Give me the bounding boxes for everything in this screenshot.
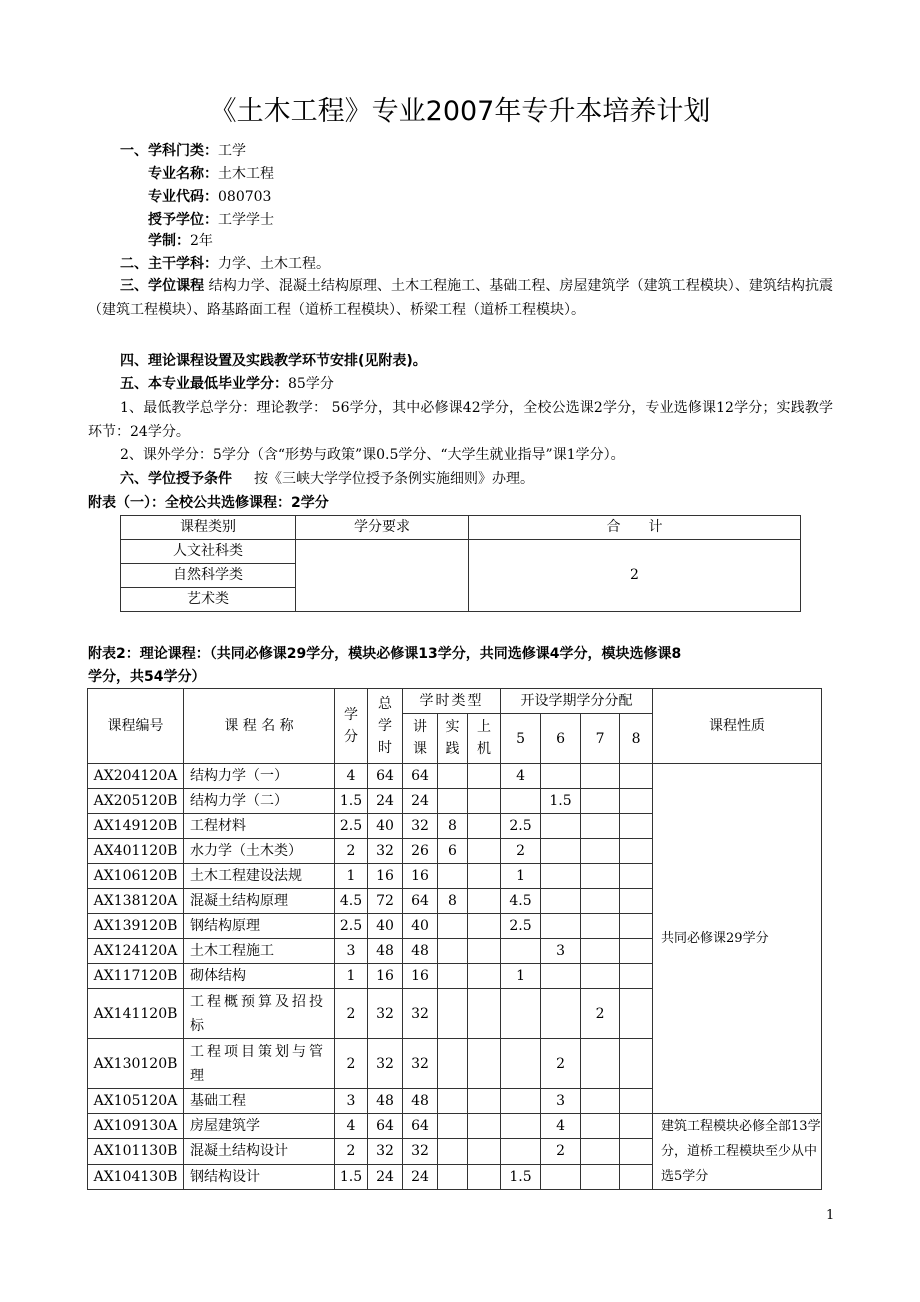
sem-7-credit (581, 864, 620, 889)
course-name: 房屋建筑学 (184, 1114, 335, 1139)
sem-8-credit (620, 789, 653, 814)
category-cell: 艺术类 (121, 588, 296, 612)
course-practice-hours: 8 (438, 814, 468, 839)
course-computer-hours (468, 789, 501, 814)
course-total-hours: 24 (368, 1164, 403, 1189)
course-lecture-hours: 40 (403, 914, 438, 939)
sem-7-credit (581, 1114, 620, 1139)
course-credit: 4 (335, 1114, 368, 1139)
course-credit: 4 (335, 764, 368, 789)
sem-7-credit (581, 914, 620, 939)
header-total-hours-text: 总学时 (378, 695, 392, 756)
course-code: AX105120A (88, 1089, 184, 1114)
sem-8-credit (620, 1114, 653, 1139)
course-nature-cell: 共同必修课29学分 (653, 764, 822, 1114)
course-credit: 1 (335, 864, 368, 889)
field-value: 080703 (218, 189, 272, 205)
course-code: AX139120B (88, 914, 184, 939)
course-total-hours: 40 (368, 914, 403, 939)
course-total-hours: 32 (368, 1139, 403, 1164)
course-nature-cell: 建筑工程模块必修全部13学分，道桥工程模块至少从中选5学分 (653, 1114, 822, 1190)
table-header-row (88, 689, 822, 714)
course-total-hours: 32 (368, 989, 403, 1039)
course-code: AX130120B (88, 1039, 184, 1089)
sem-5-credit: 2.5 (501, 814, 541, 839)
sem-7-credit (581, 964, 620, 989)
course-total-hours: 48 (368, 1089, 403, 1114)
course-name: 混凝土结构设计 (184, 1139, 335, 1164)
course-computer-hours (468, 989, 501, 1039)
sem-6-credit: 1.5 (541, 789, 581, 814)
course-practice-hours (438, 864, 468, 889)
course-practice-hours (438, 1164, 468, 1189)
course-name: 工程材料 (184, 814, 335, 839)
header-sem-8: 8 (620, 714, 653, 764)
course-code: AX124120A (88, 939, 184, 964)
course-total-hours: 16 (368, 964, 403, 989)
sem-8-credit (620, 864, 653, 889)
sem-6-credit (541, 764, 581, 789)
header-code: 课程编号 (88, 689, 184, 764)
sem-7-credit (581, 764, 620, 789)
table-row (121, 540, 801, 564)
course-lecture-hours: 48 (403, 939, 438, 964)
field-major-name (148, 163, 274, 185)
course-credit: 4.5 (335, 889, 368, 914)
sem-5-credit: 4 (501, 764, 541, 789)
sem-6-credit: 2 (541, 1039, 581, 1089)
appendix-1-caption: 附表（一）：全校公共选修课程：2学分 (88, 495, 329, 511)
sem-5-credit: 2 (501, 839, 541, 864)
section-5 (120, 373, 334, 395)
sem-6-credit (541, 914, 581, 939)
sem-8-credit (620, 1089, 653, 1114)
sem-5-credit (501, 939, 541, 964)
section-2 (120, 253, 330, 275)
field-duration (148, 230, 213, 252)
course-credit: 2.5 (335, 814, 368, 839)
sem-7-credit (581, 789, 620, 814)
course-computer-hours (468, 764, 501, 789)
course-name: 结构力学（二） (184, 789, 335, 814)
course-total-hours: 32 (368, 839, 403, 864)
course-total-hours: 24 (368, 789, 403, 814)
sem-5-credit (501, 789, 541, 814)
sem-5-credit (501, 1039, 541, 1089)
course-name: 水力学（土木类） (184, 839, 335, 864)
header-lecture-text: 讲课 (413, 719, 427, 757)
header-lecture (403, 714, 438, 764)
course-practice-hours: 6 (438, 839, 468, 864)
sem-6-credit (541, 989, 581, 1039)
course-credit: 3 (335, 1089, 368, 1114)
appendix-2-caption-line-1: 附表2：理论课程：（共同必修课29学分，模块必修课13学分，共同选修课4学分，模块选修课8 (88, 646, 682, 662)
sem-5-credit (501, 1114, 541, 1139)
sem-5-credit (501, 1089, 541, 1114)
header-computer-text: 上机 (477, 719, 492, 757)
course-name: 钢结构设计 (184, 1164, 335, 1189)
course-computer-hours (468, 864, 501, 889)
course-total-hours: 48 (368, 939, 403, 964)
course-lecture-hours: 48 (403, 1089, 438, 1114)
category-cell: 人文社科类 (121, 540, 296, 564)
header-practice-text: 实践 (445, 719, 460, 757)
section-3 (88, 275, 833, 322)
field-label: 学制： (148, 233, 190, 249)
sem-8-credit (620, 1164, 653, 1189)
item-2: 2、课外学分：5学分（含“形势与政策”课0.5学分、“大学生就业指导”课1学分）。 (120, 447, 625, 463)
sem-5-credit (501, 989, 541, 1039)
course-lecture-hours: 32 (403, 1139, 438, 1164)
sem-5-credit (501, 1139, 541, 1164)
course-code: AX138120A (88, 889, 184, 914)
table-row (88, 764, 822, 789)
sem-6-credit (541, 964, 581, 989)
course-code: AX117120B (88, 964, 184, 989)
header-semester-dist: 开设学期学分分配 (501, 689, 653, 714)
sem-5-credit: 4.5 (501, 889, 541, 914)
section-6-value: 按《三峡大学学位授予条例实施细则》办理。 (254, 471, 534, 487)
course-name: 土木工程施工 (184, 939, 335, 964)
elective-table (120, 515, 801, 612)
field-label: 授予学位： (148, 212, 218, 228)
course-credit: 2.5 (335, 914, 368, 939)
sem-8-credit (620, 989, 653, 1039)
header-credit-text: 学分 (344, 706, 358, 745)
course-credit: 2 (335, 1139, 368, 1164)
sem-5-credit: 1.5 (501, 1164, 541, 1189)
section-1-value: 工学 (218, 143, 246, 159)
sem-5-credit: 1 (501, 964, 541, 989)
course-practice-hours (438, 1039, 468, 1089)
field-degree (148, 209, 274, 231)
sem-7-credit (581, 1039, 620, 1089)
sem-6-credit: 3 (541, 1089, 581, 1114)
header-hour-type: 学时类型 (403, 689, 501, 714)
item-1: 1、最低教学总学分：理论教学： 56学分，其中必修课42学分，全校公选课2学分，专业选修课12学分；实践教学环节：24学分。 (88, 400, 833, 440)
section-5-value: 85学分 (288, 376, 334, 392)
course-name: 结构力学（一） (184, 764, 335, 789)
course-name: 土木工程建设法规 (184, 864, 335, 889)
header-category: 课程类别 (121, 516, 296, 540)
section-1-label: 一、学科门类： (120, 143, 218, 159)
course-total-hours: 64 (368, 1114, 403, 1139)
course-lecture-hours: 32 (403, 989, 438, 1039)
course-computer-hours (468, 939, 501, 964)
course-code: AX205120B (88, 789, 184, 814)
course-code: AX204120A (88, 764, 184, 789)
course-credit: 2 (335, 839, 368, 864)
sem-8-credit (620, 839, 653, 864)
section-6-label: 六、学位授予条件 (120, 471, 232, 487)
table-header-row (121, 516, 801, 540)
course-lecture-hours: 16 (403, 964, 438, 989)
field-value: 2年 (190, 233, 213, 249)
course-lecture-hours: 32 (403, 814, 438, 839)
course-name: 钢结构原理 (184, 914, 335, 939)
sem-8-credit (620, 914, 653, 939)
sem-7-credit (581, 1164, 620, 1189)
page-title: 《土木工程》专业2007年专升本培养计划 (209, 96, 711, 127)
course-computer-hours (468, 814, 501, 839)
field-major-code (148, 186, 271, 208)
course-computer-hours (468, 1039, 501, 1089)
course-credit: 1.5 (335, 789, 368, 814)
course-credit: 2 (335, 989, 368, 1039)
section-2-label: 二、主干学科： (120, 256, 218, 272)
sem-7-credit (581, 814, 620, 839)
course-lecture-hours: 16 (403, 864, 438, 889)
course-code: AX401120B (88, 839, 184, 864)
course-total-hours: 16 (368, 864, 403, 889)
course-lecture-hours: 64 (403, 889, 438, 914)
field-label: 专业代码： (148, 189, 218, 205)
sem-8-credit (620, 939, 653, 964)
course-code: AX101130B (88, 1139, 184, 1164)
section-6 (120, 468, 534, 490)
sem-6-credit: 3 (541, 939, 581, 964)
course-lecture-hours: 26 (403, 839, 438, 864)
course-total-hours: 40 (368, 814, 403, 839)
course-credit: 1 (335, 964, 368, 989)
course-credit: 3 (335, 939, 368, 964)
sem-8-credit (620, 814, 653, 839)
course-computer-hours (468, 964, 501, 989)
course-computer-hours (468, 1139, 501, 1164)
course-total-hours: 72 (368, 889, 403, 914)
course-name: 工程概预算及招投标 (184, 989, 335, 1039)
category-cell: 自然科学类 (121, 564, 296, 588)
sem-8-credit (620, 964, 653, 989)
course-practice-hours (438, 964, 468, 989)
sem-8-credit (620, 889, 653, 914)
course-table (87, 688, 822, 1190)
course-name: 基础工程 (184, 1089, 335, 1114)
course-computer-hours (468, 1089, 501, 1114)
section-4-label: 四、理论课程设置及实践教学环节安排(见附表)。 (120, 353, 427, 369)
table-row (88, 1114, 822, 1139)
section-1 (120, 140, 246, 162)
course-lecture-hours: 24 (403, 1164, 438, 1189)
header-sem-6: 6 (541, 714, 581, 764)
header-total: 合 计 (469, 516, 801, 540)
course-credit: 1.5 (335, 1164, 368, 1189)
course-practice-hours (438, 989, 468, 1039)
sem-6-credit (541, 889, 581, 914)
header-total-hours (368, 689, 403, 764)
sem-7-credit (581, 1139, 620, 1164)
course-computer-hours (468, 1164, 501, 1189)
course-name: 砌体结构 (184, 964, 335, 989)
field-value: 土木工程 (218, 166, 274, 182)
course-lecture-hours: 32 (403, 1039, 438, 1089)
sem-7-credit: 2 (581, 989, 620, 1039)
header-sem-5: 5 (501, 714, 541, 764)
header-name: 课 程 名 称 (184, 689, 335, 764)
sem-6-credit (541, 864, 581, 889)
course-code: AX106120B (88, 864, 184, 889)
course-name: 混凝土结构原理 (184, 889, 335, 914)
course-total-hours: 32 (368, 1039, 403, 1089)
header-credit-requirement: 学分要求 (296, 516, 469, 540)
section-5-label: 五、本专业最低毕业学分： (120, 376, 288, 392)
sem-6-credit (541, 814, 581, 839)
course-practice-hours (438, 1139, 468, 1164)
course-total-hours: 64 (368, 764, 403, 789)
course-code: AX141120B (88, 989, 184, 1039)
course-table-body (88, 764, 822, 1190)
course-practice-hours (438, 1114, 468, 1139)
header-computer (468, 714, 501, 764)
course-computer-hours (468, 889, 501, 914)
appendix-2-caption-line-2: 学分，共54学分） (88, 669, 206, 685)
section-3-value: 结构力学、混凝土结构原理、土木工程施工、基础工程、房屋建筑学（建筑工程模块）、建筑结构抗震（建筑工程模块）、路基路面工程（道桥工程模块）、桥梁工程（道桥工程模块）。 (88, 278, 833, 318)
sem-8-credit (620, 764, 653, 789)
course-lecture-hours: 64 (403, 1114, 438, 1139)
section-4 (120, 350, 427, 372)
course-computer-hours (468, 914, 501, 939)
course-code: AX109130A (88, 1114, 184, 1139)
course-practice-hours: 8 (438, 889, 468, 914)
sem-7-credit (581, 839, 620, 864)
sem-6-credit: 2 (541, 1139, 581, 1164)
sem-6-credit (541, 1164, 581, 1189)
course-code: AX104130B (88, 1164, 184, 1189)
header-sem-7: 7 (581, 714, 620, 764)
course-practice-hours (438, 1089, 468, 1114)
credit-requirement-cell (296, 540, 469, 612)
section-3-label: 三、学位课程 (120, 278, 205, 294)
header-credit (335, 689, 368, 764)
course-computer-hours (468, 1114, 501, 1139)
page-number: 1 (826, 1208, 835, 1223)
course-practice-hours (438, 939, 468, 964)
sem-7-credit (581, 939, 620, 964)
sem-7-credit (581, 889, 620, 914)
course-practice-hours (438, 789, 468, 814)
course-practice-hours (438, 764, 468, 789)
course-credit: 2 (335, 1039, 368, 1089)
course-name: 工程项目策划与管理 (184, 1039, 335, 1089)
course-lecture-hours: 64 (403, 764, 438, 789)
section-2-value: 力学、土木工程。 (218, 256, 330, 272)
sem-5-credit: 1 (501, 864, 541, 889)
header-nature: 课程性质 (653, 689, 822, 764)
course-lecture-hours: 24 (403, 789, 438, 814)
sem-5-credit: 2.5 (501, 914, 541, 939)
header-practice (438, 714, 468, 764)
sem-6-credit: 4 (541, 1114, 581, 1139)
sem-8-credit (620, 1139, 653, 1164)
sem-8-credit (620, 1039, 653, 1089)
course-practice-hours (438, 914, 468, 939)
sem-7-credit (581, 1089, 620, 1114)
course-computer-hours (468, 839, 501, 864)
total-cell: 2 (469, 540, 801, 612)
field-label: 专业名称： (148, 166, 218, 182)
field-value: 工学学士 (218, 212, 274, 228)
sem-6-credit (541, 839, 581, 864)
course-code: AX149120B (88, 814, 184, 839)
